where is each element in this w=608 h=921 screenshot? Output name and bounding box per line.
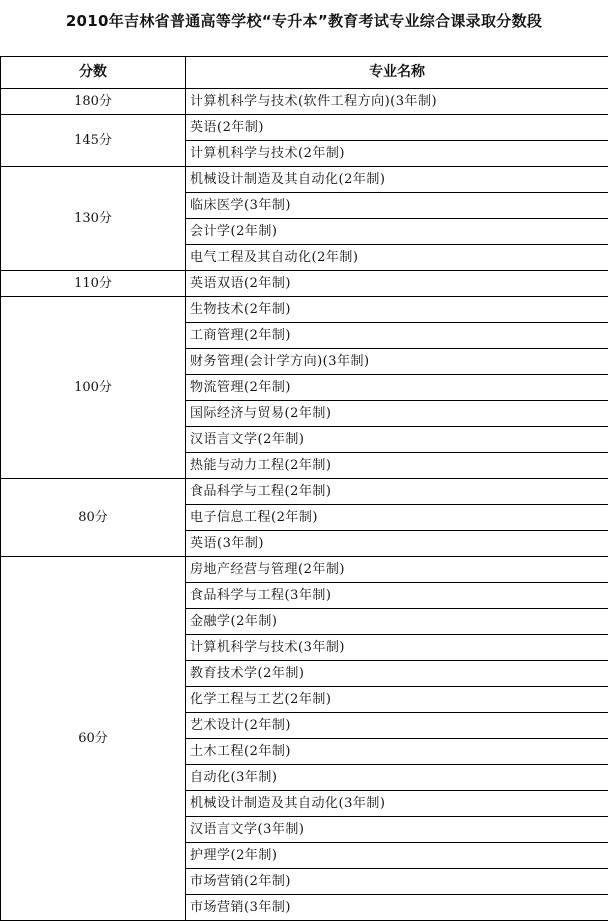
document-title: 2010年吉林省普通高等学校“专升本”教育考试专业综合课录取分数段 bbox=[0, 10, 608, 31]
major-cell: 护理学(2年制) bbox=[186, 843, 608, 869]
major-cell: 金融学(2年制) bbox=[186, 609, 608, 635]
major-cell: 临床医学(3年制) bbox=[186, 193, 608, 219]
major-cell: 英语(3年制) bbox=[186, 531, 608, 557]
major-cell: 自动化(3年制) bbox=[186, 765, 608, 791]
table-row bbox=[1, 479, 608, 505]
score-table bbox=[0, 56, 608, 921]
major-cell: 生物技术(2年制) bbox=[186, 297, 608, 323]
major-cell: 财务管理(会计学方向)(3年制) bbox=[186, 349, 608, 375]
major-cell: 教育技术学(2年制) bbox=[186, 661, 608, 687]
score-cell: 100分 bbox=[1, 297, 186, 479]
major-cell: 化学工程与工艺(2年制) bbox=[186, 687, 608, 713]
table-row bbox=[1, 89, 608, 115]
major-column-header: 专业名称 bbox=[186, 57, 608, 89]
major-cell: 汉语言文学(2年制) bbox=[186, 427, 608, 453]
major-cell: 房地产经营与管理(2年制) bbox=[186, 557, 608, 583]
major-cell: 物流管理(2年制) bbox=[186, 375, 608, 401]
major-cell: 英语双语(2年制) bbox=[186, 271, 608, 297]
major-cell: 计算机科学与技术(2年制) bbox=[186, 141, 608, 167]
major-cell: 艺术设计(2年制) bbox=[186, 713, 608, 739]
score-cell: 110分 bbox=[1, 271, 186, 297]
major-cell: 市场营销(3年制) bbox=[186, 895, 608, 921]
table-row bbox=[1, 115, 608, 141]
major-cell: 工商管理(2年制) bbox=[186, 323, 608, 349]
major-cell: 食品科学与工程(3年制) bbox=[186, 583, 608, 609]
major-cell: 电子信息工程(2年制) bbox=[186, 505, 608, 531]
score-cell: 145分 bbox=[1, 115, 186, 167]
major-cell: 汉语言文学(3年制) bbox=[186, 817, 608, 843]
major-cell: 热能与动力工程(2年制) bbox=[186, 453, 608, 479]
major-cell: 会计学(2年制) bbox=[186, 219, 608, 245]
major-cell: 计算机科学与技术(3年制) bbox=[186, 635, 608, 661]
table-row bbox=[1, 167, 608, 193]
major-cell: 机械设计制造及其自动化(3年制) bbox=[186, 791, 608, 817]
score-cell: 180分 bbox=[1, 89, 186, 115]
major-cell: 国际经济与贸易(2年制) bbox=[186, 401, 608, 427]
major-cell: 电气工程及其自动化(2年制) bbox=[186, 245, 608, 271]
major-cell: 土木工程(2年制) bbox=[186, 739, 608, 765]
score-cell: 60分 bbox=[1, 557, 186, 921]
score-cell: 80分 bbox=[1, 479, 186, 557]
score-column-header: 分数 bbox=[1, 57, 186, 89]
major-cell: 英语(2年制) bbox=[186, 115, 608, 141]
table-row bbox=[1, 297, 608, 323]
table-row bbox=[1, 271, 608, 297]
major-cell: 计算机科学与技术(软件工程方向)(3年制) bbox=[186, 89, 608, 115]
major-cell: 机械设计制造及其自动化(2年制) bbox=[186, 167, 608, 193]
score-cell: 130分 bbox=[1, 167, 186, 271]
table-header-row bbox=[1, 57, 608, 89]
table-row bbox=[1, 557, 608, 583]
major-cell: 市场营销(2年制) bbox=[186, 869, 608, 895]
major-cell: 食品科学与工程(2年制) bbox=[186, 479, 608, 505]
